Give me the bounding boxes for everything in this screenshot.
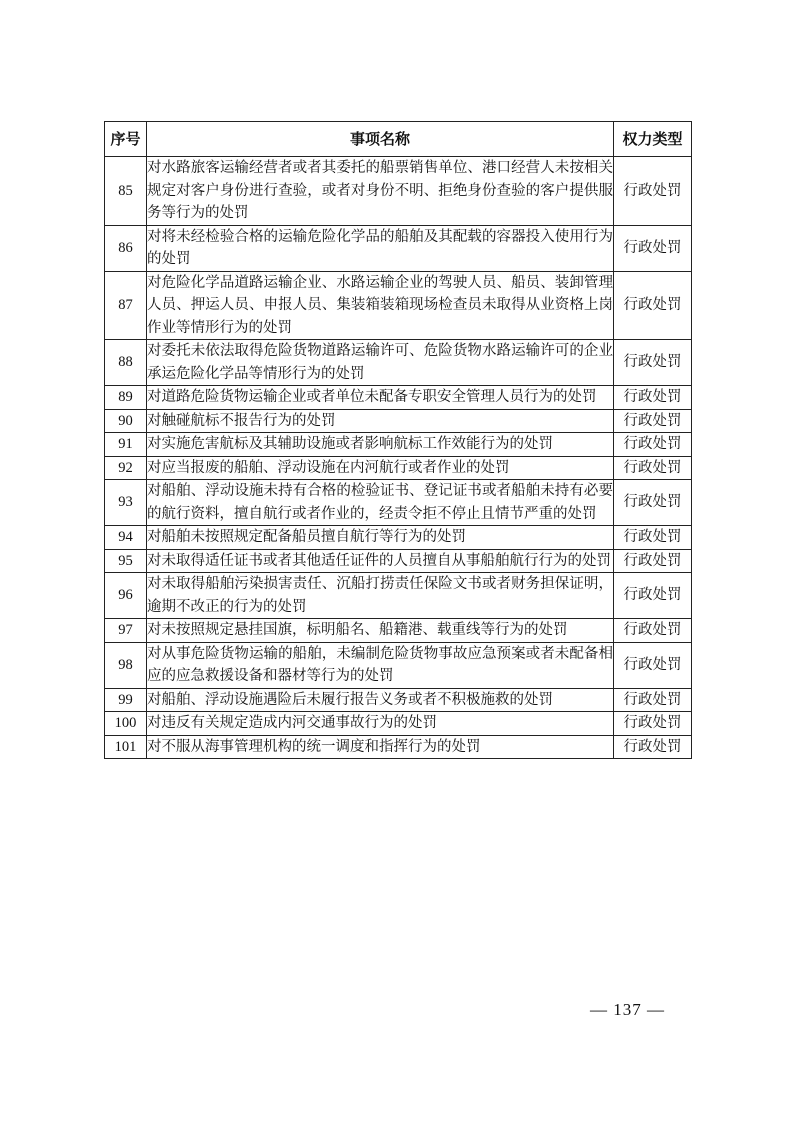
table-row — [105, 712, 692, 736]
row-power-type: 行政处罚 — [614, 386, 692, 410]
row-power-type: 行政处罚 — [614, 712, 692, 736]
header-no: 序号 — [105, 122, 147, 157]
row-number: 94 — [105, 526, 147, 550]
page-number: — 137 — — [590, 1000, 665, 1019]
table-row — [105, 619, 692, 643]
row-power-type: 行政处罚 — [614, 526, 692, 550]
table-row — [105, 409, 692, 433]
table-row — [105, 549, 692, 573]
row-power-type: 行政处罚 — [614, 340, 692, 386]
row-power-type: 行政处罚 — [614, 619, 692, 643]
header-name: 事项名称 — [147, 122, 614, 157]
table-row — [105, 433, 692, 457]
table-row — [105, 225, 692, 271]
row-number: 85 — [105, 157, 147, 226]
row-power-type: 行政处罚 — [614, 480, 692, 526]
row-number: 88 — [105, 340, 147, 386]
row-item-name: 对委托未依法取得危险货物道路运输许可、危险货物水路运输许可的企业承运危险化学品等情形行为的处罚 — [147, 340, 614, 386]
row-item-name: 对触碰航标不报告行为的处罚 — [147, 409, 614, 433]
row-item-name: 对从事危险货物运输的船舶，未编制危险货物事故应急预案或者未配备相应的应急救援设备和器材等行为的处罚 — [147, 642, 614, 688]
table-row — [105, 735, 692, 759]
row-number: 96 — [105, 573, 147, 619]
row-power-type: 行政处罚 — [614, 271, 692, 340]
row-power-type: 行政处罚 — [614, 735, 692, 759]
row-number: 93 — [105, 480, 147, 526]
table-row — [105, 526, 692, 550]
row-item-name: 对船舶、浮动设施未持有合格的检验证书、登记证书或者船舶未持有必要的航行资料，擅自航行或者作业的，经责令拒不停止且情节严重的处罚 — [147, 480, 614, 526]
row-item-name: 对应当报废的船舶、浮动设施在内河航行或者作业的处罚 — [147, 456, 614, 480]
row-number: 91 — [105, 433, 147, 457]
row-power-type: 行政处罚 — [614, 433, 692, 457]
row-number: 90 — [105, 409, 147, 433]
table-row — [105, 157, 692, 226]
row-power-type: 行政处罚 — [614, 688, 692, 712]
row-number: 87 — [105, 271, 147, 340]
row-power-type: 行政处罚 — [614, 409, 692, 433]
row-power-type: 行政处罚 — [614, 549, 692, 573]
table-row — [105, 688, 692, 712]
table-row — [105, 456, 692, 480]
row-number: 89 — [105, 386, 147, 410]
row-power-type: 行政处罚 — [614, 573, 692, 619]
row-number: 95 — [105, 549, 147, 573]
row-item-name: 对道路危险货物运输企业或者单位未配备专职安全管理人员行为的处罚 — [147, 386, 614, 410]
row-item-name: 对船舶、浮动设施遇险后未履行报告义务或者不积极施救的处罚 — [147, 688, 614, 712]
row-item-name: 对违反有关规定造成内河交通事故行为的处罚 — [147, 712, 614, 736]
row-item-name: 对未取得适任证书或者其他适任证件的人员擅自从事船舶航行行为的处罚 — [147, 549, 614, 573]
row-number: 97 — [105, 619, 147, 643]
items-table — [104, 121, 692, 759]
row-number: 101 — [105, 735, 147, 759]
row-item-name: 对将未经检验合格的运输危险化学品的船舶及其配载的容器投入使用行为的处罚 — [147, 225, 614, 271]
row-item-name: 对危险化学品道路运输企业、水路运输企业的驾驶人员、船员、装卸管理人员、押运人员、申报人员、集装箱装箱现场检查员未取得从业资格上岗作业等情形行为的处罚 — [147, 271, 614, 340]
row-item-name: 对未按照规定悬挂国旗，标明船名、船籍港、载重线等行为的处罚 — [147, 619, 614, 643]
row-number: 99 — [105, 688, 147, 712]
row-number: 98 — [105, 642, 147, 688]
table-row — [105, 340, 692, 386]
table-row — [105, 642, 692, 688]
row-item-name: 对船舶未按照规定配备船员擅自航行等行为的处罚 — [147, 526, 614, 550]
row-item-name: 对实施危害航标及其辅助设施或者影响航标工作效能行为的处罚 — [147, 433, 614, 457]
table-row — [105, 573, 692, 619]
table-row — [105, 480, 692, 526]
table-row — [105, 386, 692, 410]
header-row — [105, 122, 692, 157]
row-power-type: 行政处罚 — [614, 456, 692, 480]
row-number: 92 — [105, 456, 147, 480]
table-row — [105, 271, 692, 340]
row-power-type: 行政处罚 — [614, 642, 692, 688]
row-power-type: 行政处罚 — [614, 225, 692, 271]
row-power-type: 行政处罚 — [614, 157, 692, 226]
row-number: 86 — [105, 225, 147, 271]
row-item-name: 对未取得船舶污染损害责任、沉船打捞责任保险文书或者财务担保证明，逾期不改正的行为的处罚 — [147, 573, 614, 619]
row-item-name: 对不服从海事管理机构的统一调度和指挥行为的处罚 — [147, 735, 614, 759]
row-item-name: 对水路旅客运输经营者或者其委托的船票销售单位、港口经营人未按相关规定对客户身份进行查验，或者对身份不明、拒绝身份查验的客户提供服务等行为的处罚 — [147, 157, 614, 226]
header-type: 权力类型 — [614, 122, 692, 157]
row-number: 100 — [105, 712, 147, 736]
